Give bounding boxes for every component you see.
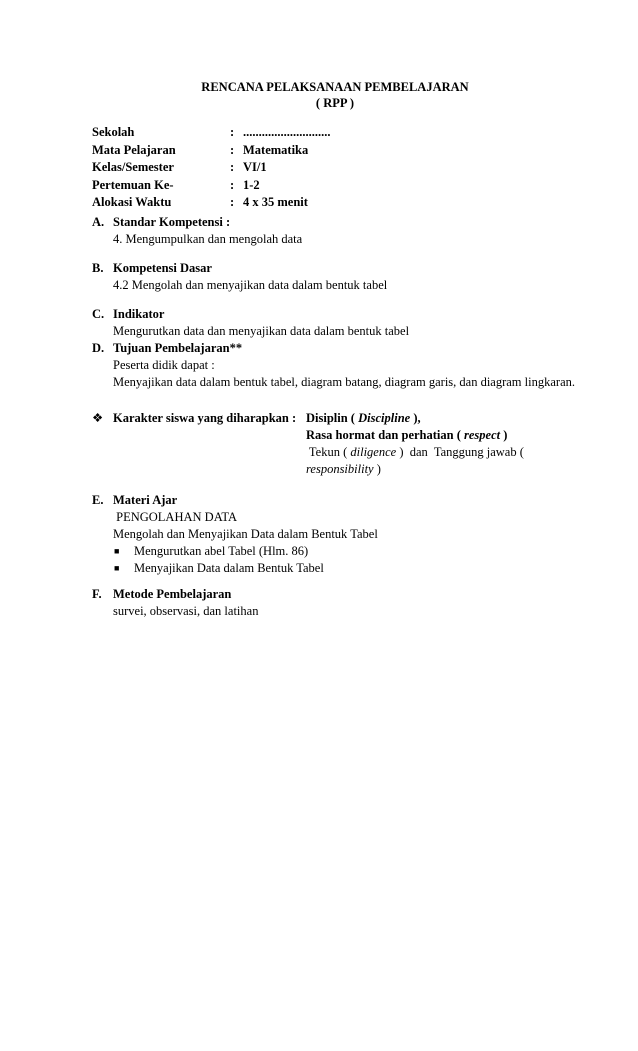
info-label: Mata Pelajaran bbox=[92, 142, 176, 157]
section-body: 4.2 Mengolah dan menyajikan data dalam bentuk tabel bbox=[113, 278, 388, 292]
section-body: Menyajikan data dalam bentuk tabel, diagram batang, diagram garis, dan diagram lingkaran. bbox=[113, 375, 575, 389]
section-body: 4. Mengumpulkan dan mengolah data bbox=[113, 232, 303, 246]
section-c bbox=[92, 306, 582, 340]
square-bullet-icon: ■ bbox=[114, 546, 120, 556]
section-heading: E. Materi Ajar bbox=[92, 493, 178, 507]
info-row-pertemuan bbox=[92, 177, 331, 195]
info-row-alokasi-waktu bbox=[92, 194, 331, 212]
list-item: ■ Menyajikan Data dalam Bentuk Tabel bbox=[114, 561, 324, 575]
info-row-kelas-semester bbox=[92, 159, 331, 177]
info-value: Matematika bbox=[243, 142, 309, 157]
diamond-bullet-icon: ❖ bbox=[92, 411, 104, 425]
info-colon: : bbox=[230, 195, 235, 209]
info-row-mata-pelajaran bbox=[92, 142, 331, 160]
section-e bbox=[92, 492, 582, 577]
karakter-line-4: responsibility ) bbox=[306, 462, 381, 476]
square-bullet-icon: ■ bbox=[114, 563, 120, 573]
section-heading: B. Kompetensi Dasar bbox=[92, 261, 212, 275]
info-label: Alokasi Waktu bbox=[92, 195, 172, 209]
section-f bbox=[92, 586, 582, 620]
karakter-line-1: Disiplin ( Discipline ), bbox=[306, 411, 421, 425]
karakter-line-2: Rasa hormat dan perhatian ( respect ) bbox=[306, 428, 508, 442]
section-heading: C. Indikator bbox=[92, 307, 165, 321]
info-value: ............................ bbox=[243, 125, 331, 139]
info-colon: : bbox=[230, 160, 235, 174]
document-subtitle: ( RPP ) bbox=[315, 96, 355, 110]
list-item: ■ Mengurutkan abel Tabel (Hlm. 86) bbox=[114, 544, 309, 558]
info-colon: : bbox=[230, 142, 235, 157]
karakter-label: Karakter siswa yang diharapkan : bbox=[113, 411, 297, 425]
info-value: 4 x 35 menit bbox=[243, 195, 308, 209]
info-label: Pertemuan Ke- bbox=[92, 177, 174, 192]
document-title: RENCANA PELAKSANAAN PEMBELAJARAN bbox=[201, 80, 469, 94]
section-heading: A. Standar Kompetensi : bbox=[92, 215, 231, 229]
karakter-line-3: Tekun ( diligence ) dan Tanggung jawab ( bbox=[306, 445, 524, 459]
info-value: VI/1 bbox=[243, 160, 267, 174]
section-d bbox=[92, 340, 582, 391]
info-label: Kelas/Semester bbox=[92, 160, 174, 174]
section-a bbox=[92, 214, 582, 248]
info-row-sekolah bbox=[92, 124, 331, 142]
info-colon: : bbox=[230, 125, 235, 139]
info-colon: : bbox=[230, 177, 235, 192]
karakter-block bbox=[92, 410, 582, 478]
info-label: Sekolah bbox=[92, 125, 135, 139]
section-heading: D. Tujuan Pembelajaran** bbox=[92, 341, 243, 355]
identity-table bbox=[92, 124, 331, 212]
section-intro: Peserta didik dapat : bbox=[113, 358, 215, 372]
section-body: survei, observasi, dan latihan bbox=[113, 604, 259, 618]
section-b bbox=[92, 260, 582, 294]
section-body: Mengurutkan data dan menyajikan data dalam bentuk tabel bbox=[113, 324, 410, 338]
section-heading: F. Metode Pembelajaran bbox=[92, 587, 232, 601]
info-value: 1-2 bbox=[243, 177, 260, 192]
section-subtitle: Mengolah dan Menyajikan Data dalam Bentuk Tabel bbox=[113, 527, 378, 541]
section-topic: PENGOLAHAN DATA bbox=[113, 510, 237, 524]
